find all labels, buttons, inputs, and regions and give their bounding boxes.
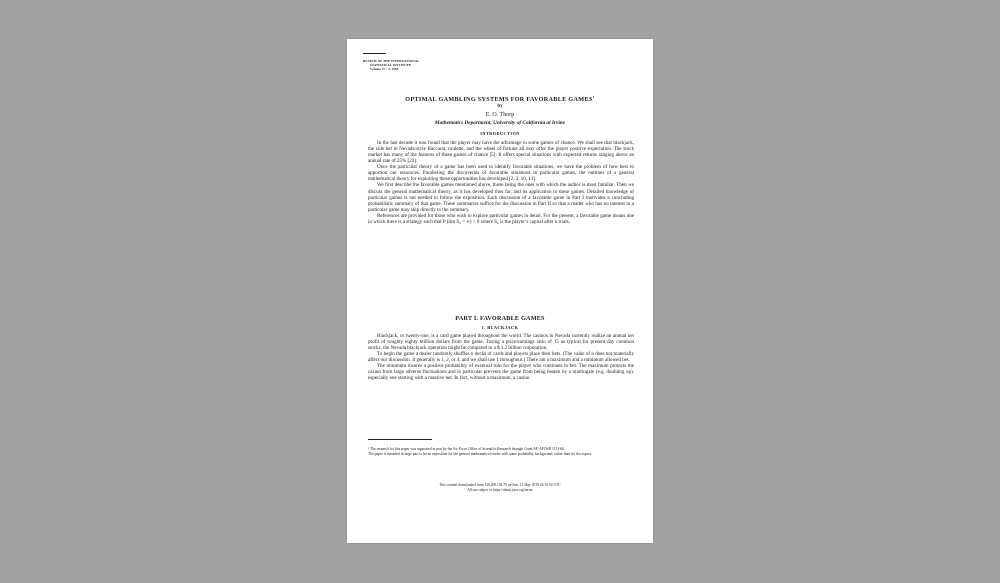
blackjack-body (368, 333, 634, 382)
footnote-2: The paper is intended in large part to be an exposition for the general mathematical reader with some probability background, rather than for the expert. (368, 451, 592, 456)
journal-volume: Volume 37 : 3, 1969 (370, 67, 399, 72)
intro-paragraph-2: Once the particular theory of a game has been used to identify favorable situations, we have the problem of how best to apportion our resources. Paralleling the discoveries of favorable situations in particular games, the outlines of a general mathematical theory for exploiting these opportunities has developed [2, 3, 10, 13]. (368, 164, 634, 183)
blackjack-paragraph-3: The minimum insures a positive probability of eventual ruin for the player who continues to bet. The maximum protects the casino from large adverse fluctuations and in particular prevents the game from being beaten by a martingale (e.g. doubling up), especially one starting with a massive bet. In fact, without a maximum, a casino (368, 363, 634, 382)
intro-paragraph-3: We first describe the favorable games mentioned above, those being the ones with which the author is most familiar. Then we discuss the general mathematical theory, as it has developed thus far, and its application to these games. Detailed knowledge of particular games is not needed to follow the exposition. Each discussion of a favorable game in Part I motivates a concluding probabilistic summary of that game. These summaries suffice for the discussion in Part II so that a reader who has no interest in a particular game may skip directly to the summary. (368, 182, 634, 213)
intro-p4-part-a: References are provided for those who wish to explore particular games in detail. For the present, a favorable game means one in which there is a strategy such that P (lim S (368, 212, 634, 225)
journal-name: REVIEW OF THE INTERNATIONAL (363, 59, 420, 63)
introduction-heading: INTRODUCTION (480, 131, 520, 136)
footnote-1: ¹ The research for this paper was supported in part by the Air Force Office of Scientific Research through Grant AF-AFOSR 1113-66. (368, 447, 565, 451)
paper-title (347, 95, 653, 103)
journal-header (363, 59, 419, 72)
footnotes (368, 447, 634, 456)
part-1-heading: PART I. FAVORABLE GAMES (455, 315, 545, 322)
journal-institute: STATISTICAL INSTITUTE (370, 63, 412, 68)
introduction-body (368, 140, 634, 226)
header-rule (363, 53, 386, 54)
title-footnote-mark: 1 (592, 95, 595, 99)
document-page (347, 39, 653, 543)
paper-title-text: OPTIMAL GAMBLING SYSTEMS FOR FAVORABLE GAMES (405, 96, 593, 104)
download-notice (347, 483, 653, 493)
intro-p4-subscript-2: n (497, 220, 499, 225)
blackjack-paragraph-2: To begin the game a dealer randomly shuffles n decks of cards and players place their bets. (The value of n does not materially affect our discussion. It generally is 1, 2, or 4, and we shall use 1 throughout.) There are a maximum and a minimum allowed bet. (368, 351, 634, 364)
blackjack-heading: 1. BLACKJACK (481, 325, 519, 330)
intro-p4-part-c: is the player’s capital after n trials. (498, 218, 570, 225)
author-affiliation: Mathematics Department, University of California at Irvine (434, 120, 566, 126)
byline: by (497, 104, 503, 109)
intro-p4-subscript-1: n (459, 220, 461, 225)
blackjack-paragraph-1: Blackjack, or twenty-one, is a card game played throughout the world. The casinos in Nevada currently realize an annual net profit of roughly eighty million dollars from the game. Taxing a price/earnings ratio of 15 as typical for present day common stocks, the Nevada blackjack operation might be compared to a $ 1.2 billion corporation. (368, 333, 634, 352)
intro-p4-part-b: = ∞) > 0 where S (460, 218, 498, 225)
intro-paragraph-1: In the last decade it was found that the player may have the advantage in some games of chance. We shall see that blackjack, the side bet in Nevada-style Baccarat, roulette, and the wheel of fortune all may offer the player positive expectation. The stock market has many of the features of these games of chance [5]. It offers special situations with expected returns ranging above an annual rate of 25% [23]. (368, 140, 634, 165)
download-terms-line: All use subject to https://about.jstor.org/terms (467, 487, 533, 492)
intro-paragraph-4 (368, 213, 634, 226)
author-name: E. O. Thorp (485, 112, 515, 118)
footnote-rule (368, 439, 432, 440)
download-line-1: This content downloaded from 128.200.102.79 on Sun, 12 May 2019 22:15:54 UTC (439, 483, 561, 487)
